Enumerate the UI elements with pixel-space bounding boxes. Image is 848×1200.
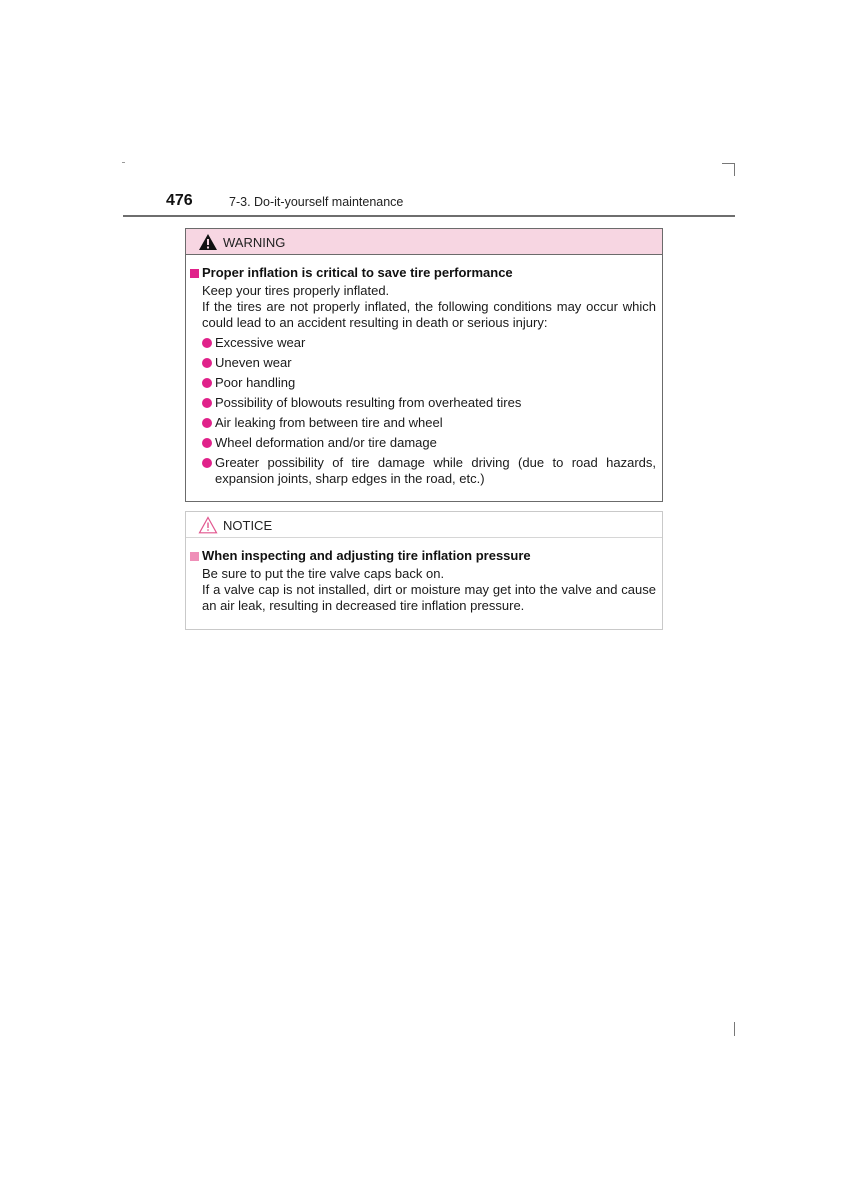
- bullet-dot-icon: [202, 358, 212, 368]
- bullet-dot-icon: [202, 418, 212, 428]
- page-number: 476: [166, 192, 193, 209]
- bullet-dot-icon: [202, 458, 212, 468]
- list-item: Poor handling: [202, 375, 656, 391]
- list-item: Uneven wear: [202, 355, 656, 371]
- crop-mark-top-right: [722, 163, 735, 176]
- list-item: Excessive wear: [202, 335, 656, 351]
- crop-mark-bottom-right: [734, 1022, 735, 1036]
- notice-label: NOTICE: [223, 518, 273, 533]
- notice-topic: [190, 548, 656, 564]
- notice-triangle-icon: [198, 516, 218, 534]
- list-item: Wheel deformation and/or tire damage: [202, 435, 656, 451]
- list-item: Possibility of blowouts resulting from overheated tires: [202, 395, 656, 411]
- notice-body: [186, 538, 662, 614]
- bullet-dot-icon: [202, 378, 212, 388]
- notice-paragraph: If a valve cap is not installed, dirt or moisture may get into the valve and cause an air leak, resulting in decreased tire inflation pressure.: [202, 582, 656, 613]
- notice-paragraph: Be sure to put the tire valve caps back on.: [202, 566, 445, 581]
- magenta-square-icon: [190, 269, 199, 278]
- warning-body: [186, 255, 662, 487]
- notice-header: [186, 512, 662, 538]
- warning-paragraph: If the tires are not properly inflated, the following conditions may occur which could lead to an accident resulting in death or serious injury:: [202, 299, 656, 330]
- section-title: 7-3. Do-it-yourself maintenance: [229, 195, 404, 209]
- notice-topic-text: When inspecting and adjusting tire inflation pressure: [202, 548, 531, 563]
- warning-bullet-list: [202, 335, 656, 487]
- bullet-dot-icon: [202, 438, 212, 448]
- warning-topic-text: Proper inflation is critical to save tire performance: [202, 265, 513, 280]
- pink-square-icon: [190, 552, 199, 561]
- warning-triangle-icon: [198, 233, 218, 251]
- crop-mark-top-left: [122, 162, 125, 163]
- notice-box: [185, 511, 663, 630]
- bullet-dot-icon: [202, 338, 212, 348]
- bullet-dot-icon: [202, 398, 212, 408]
- warning-header: [186, 229, 662, 255]
- warning-topic: [190, 265, 656, 281]
- page-header: [123, 188, 735, 218]
- header-rule: [123, 215, 735, 217]
- list-item: Air leaking from between tire and wheel: [202, 415, 656, 431]
- warning-label: WARNING: [223, 235, 286, 250]
- list-item: Greater possibility of tire damage while driving (due to road hazards, expansion joints, sharp edges in the road, etc.): [202, 455, 656, 487]
- warning-paragraph: Keep your tires properly inflated.: [202, 283, 390, 298]
- warning-box: [185, 228, 663, 502]
